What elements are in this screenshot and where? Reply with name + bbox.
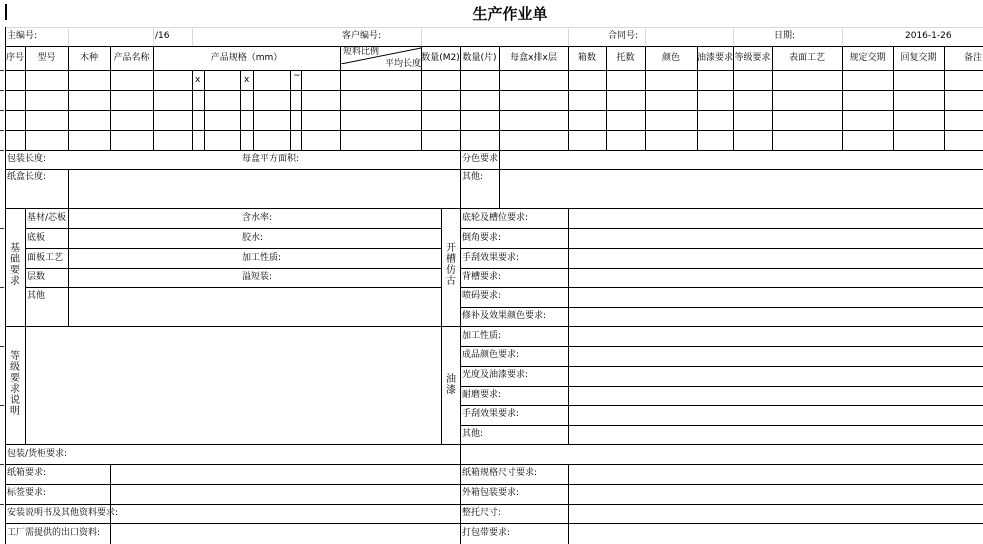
table-border bbox=[944, 46, 945, 150]
row-marker bbox=[0, 464, 4, 465]
table-border bbox=[5, 110, 983, 111]
groove-item: 背槽要求: bbox=[462, 272, 502, 282]
strap-req-label: 打包带要求: bbox=[462, 528, 511, 538]
main-number-suffix: /16 bbox=[155, 31, 170, 41]
row-marker bbox=[0, 346, 4, 347]
table-border bbox=[25, 268, 441, 269]
table-border bbox=[5, 326, 983, 327]
carton-length-label: 纸盒长度: bbox=[7, 172, 47, 182]
table-border bbox=[460, 405, 983, 406]
basic-layers: 层数 bbox=[27, 272, 46, 282]
table-border bbox=[5, 130, 983, 131]
col-paint-req: 油漆要求 bbox=[697, 53, 734, 63]
paint-item: 成品颜色要求: bbox=[462, 350, 520, 360]
col-short-ratio: 短料比例 bbox=[343, 47, 380, 57]
col-per-box: 每盒x排x层 bbox=[510, 53, 557, 63]
col-color: 颜色 bbox=[661, 53, 680, 63]
color-split-label: 分色要求: bbox=[462, 154, 502, 164]
col-remark: 备注 bbox=[964, 53, 983, 63]
table-border bbox=[25, 287, 441, 288]
groove-item: 喷码要求: bbox=[462, 291, 502, 301]
pack-length-label: 包装长度: bbox=[7, 154, 47, 164]
row-marker bbox=[0, 70, 4, 71]
table-border bbox=[460, 46, 461, 170]
carton-req-label: 纸箱要求: bbox=[7, 468, 47, 478]
paint-item: 加工性质: bbox=[462, 331, 502, 341]
gridline bbox=[645, 27, 646, 46]
row-marker bbox=[0, 130, 4, 131]
gridline bbox=[421, 27, 422, 46]
col-seq: 序号 bbox=[5, 53, 24, 63]
table-border bbox=[5, 504, 983, 505]
basic-bottom: 底板 bbox=[27, 233, 46, 243]
table-border bbox=[460, 248, 983, 249]
col-wood: 木种 bbox=[79, 53, 98, 63]
date-label: 日期: bbox=[774, 31, 796, 41]
main-number-label: 主编号: bbox=[7, 31, 38, 41]
table-border bbox=[253, 70, 254, 150]
row-marker bbox=[0, 287, 4, 288]
row-marker bbox=[0, 110, 4, 111]
table-border bbox=[460, 307, 983, 308]
page-title: 生产作业单 bbox=[472, 5, 548, 23]
table-border bbox=[460, 228, 983, 229]
groove-item: 修补及效果颜色要求: bbox=[462, 311, 547, 321]
gridline bbox=[733, 27, 734, 46]
carton-size-label: 纸箱规格尺寸要求: bbox=[462, 468, 538, 478]
gridline bbox=[153, 27, 154, 46]
col-pallets: 托数 bbox=[616, 53, 635, 63]
basic-processing: 加工性质: bbox=[242, 253, 282, 263]
table-border bbox=[460, 268, 983, 269]
table-border bbox=[68, 208, 69, 326]
date-value: 2016-1-26 bbox=[905, 31, 952, 41]
table-border bbox=[460, 386, 983, 387]
table-border bbox=[5, 90, 983, 91]
table-border bbox=[460, 287, 983, 288]
pack-cabinet-label: 包装/货柜要求: bbox=[7, 449, 68, 459]
table-border bbox=[192, 70, 193, 150]
table-border bbox=[460, 346, 983, 347]
col-reply-due: 回复交期 bbox=[900, 53, 937, 63]
spec-x-mark: x bbox=[244, 75, 250, 85]
table-border bbox=[5, 70, 983, 71]
basic-section-label: 基础要求 bbox=[10, 243, 20, 287]
outer-pack-label: 外箱包装要求: bbox=[462, 488, 520, 498]
row-marker bbox=[0, 90, 4, 91]
col-due: 规定交期 bbox=[849, 53, 886, 63]
table-border bbox=[5, 464, 983, 465]
gridline bbox=[842, 27, 843, 46]
groove-item: 底轮及槽位要求: bbox=[462, 213, 529, 223]
basic-glue: 胶水: bbox=[242, 233, 264, 243]
groove-item: 倒角要求: bbox=[462, 233, 502, 243]
col-boxes: 箱数 bbox=[577, 53, 596, 63]
basic-moisture: 含水率: bbox=[242, 213, 273, 223]
paint-section-label: 油漆 bbox=[446, 374, 456, 396]
table-border bbox=[5, 46, 983, 47]
table-border bbox=[460, 425, 983, 426]
gridline bbox=[568, 27, 569, 46]
table-border bbox=[460, 208, 461, 544]
basic-substrate: 基材/芯板 bbox=[27, 213, 67, 223]
table-border bbox=[290, 70, 291, 150]
table-border bbox=[110, 464, 111, 544]
contract-number-label: 合同号: bbox=[608, 31, 639, 41]
spec-tilde-mark: ~ bbox=[293, 71, 301, 81]
table-border bbox=[25, 248, 441, 249]
gridline bbox=[68, 27, 69, 46]
export-docs-label: 工厂需提供的出口资料: bbox=[7, 528, 101, 538]
table-border bbox=[25, 228, 441, 229]
table-border bbox=[5, 27, 6, 544]
groove-item: 手刮效果要求: bbox=[462, 253, 520, 263]
groove-section-label: 开槽仿古 bbox=[446, 243, 456, 287]
paint-item: 手刮效果要求: bbox=[462, 409, 520, 419]
customer-number-label: 客户编号: bbox=[342, 31, 382, 41]
gridline bbox=[192, 27, 193, 46]
table-border bbox=[5, 484, 983, 485]
grade-section-label: 等级要求说明 bbox=[10, 351, 20, 417]
table-border bbox=[5, 150, 983, 151]
table-border bbox=[68, 169, 69, 208]
basic-overflow: 溢短装: bbox=[242, 272, 273, 282]
pallet-size-label: 整托尺寸: bbox=[462, 508, 502, 518]
text-cursor bbox=[5, 4, 7, 20]
col-model: 型号 bbox=[37, 53, 56, 63]
table-border bbox=[301, 70, 302, 150]
col-qty-pcs: 数量(片) bbox=[462, 53, 497, 63]
col-surface: 表面工艺 bbox=[788, 53, 825, 63]
table-border bbox=[204, 70, 205, 150]
paint-item: 耐磨要求: bbox=[462, 390, 502, 400]
row-marker bbox=[0, 228, 4, 229]
table-border bbox=[460, 169, 461, 208]
table-border bbox=[568, 208, 569, 444]
spec-x-mark: x bbox=[195, 75, 201, 85]
paint-item: 其他: bbox=[462, 429, 484, 439]
box-area-label: 每盒平方面积: bbox=[242, 154, 300, 164]
col-avg-length: 平均长度 bbox=[385, 59, 422, 69]
col-grade-req: 等级要求 bbox=[734, 53, 771, 63]
table-border bbox=[441, 208, 442, 444]
basic-face: 面板工艺 bbox=[27, 253, 64, 263]
table-border bbox=[5, 523, 983, 524]
gridline bbox=[5, 27, 983, 28]
col-qty-m2: 数量(M2) bbox=[421, 53, 460, 63]
manual-req-label: 安装说明书及其他资料要求: bbox=[7, 508, 119, 518]
row-marker bbox=[0, 150, 4, 151]
packing-other-label: 其他: bbox=[462, 172, 484, 182]
table-border bbox=[5, 208, 983, 209]
col-spec: 产品规格（mm） bbox=[210, 53, 283, 63]
row-marker bbox=[0, 405, 4, 406]
table-border bbox=[5, 169, 983, 170]
row-marker bbox=[0, 504, 4, 505]
table-border bbox=[25, 208, 26, 444]
paint-item: 光度及油漆要求: bbox=[462, 370, 529, 380]
table-border bbox=[460, 366, 983, 367]
label-req-label: 标签要求: bbox=[7, 488, 47, 498]
table-border bbox=[5, 444, 983, 445]
table-border bbox=[568, 464, 569, 544]
table-border bbox=[240, 70, 241, 150]
basic-other: 其他 bbox=[27, 291, 46, 301]
col-product-name: 产品名称 bbox=[113, 53, 150, 63]
